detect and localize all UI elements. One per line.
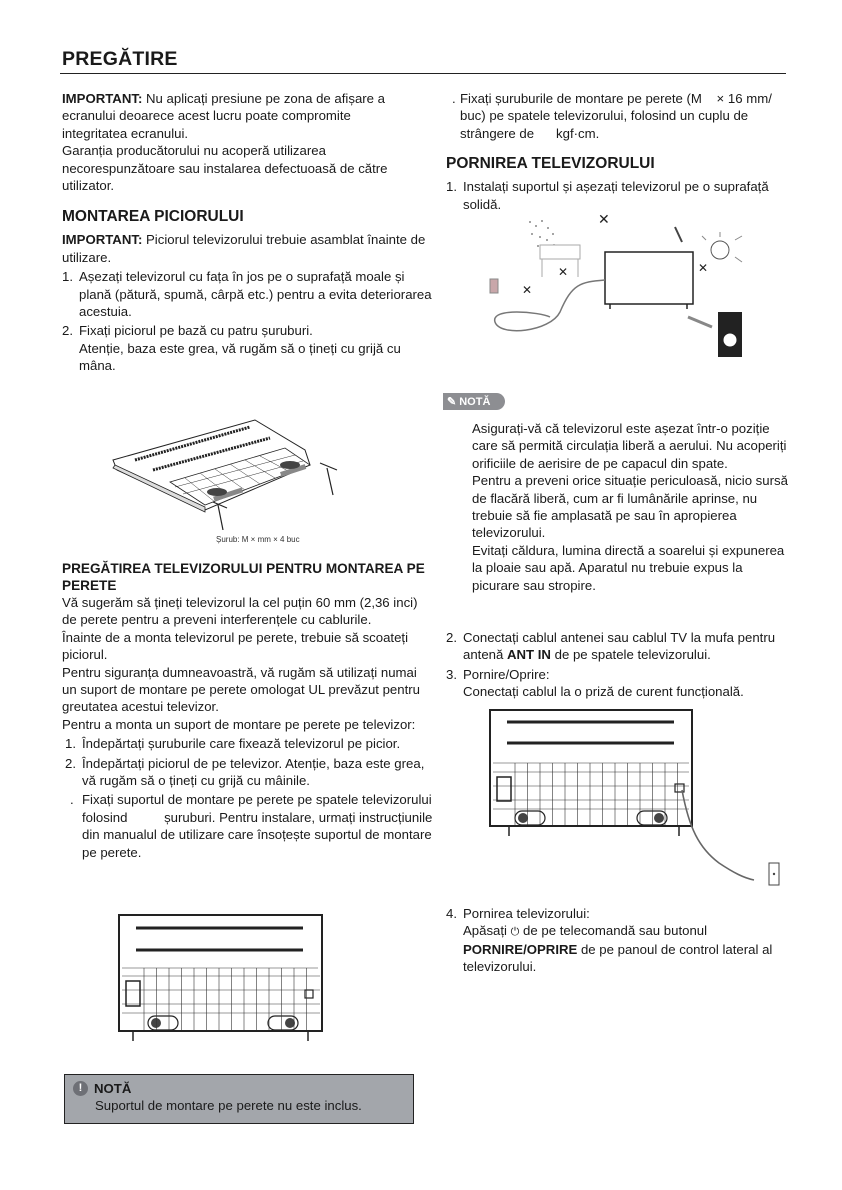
power-steps-2-3 xyxy=(446,627,791,701)
wall-step-continued xyxy=(452,88,792,142)
step-number: 2. xyxy=(65,755,76,771)
tv-back-wall-mount-illustration xyxy=(118,913,328,1043)
step-title: Pornirea televizorului: xyxy=(463,906,590,921)
step-number: . xyxy=(70,792,74,808)
paperclip-icon: ✎ xyxy=(447,396,457,408)
tv-placement-warnings-illustration xyxy=(480,212,760,362)
important-text: Piciorul televizorului trebuie asamblat înainte de utilizare. xyxy=(62,232,426,265)
wall-paragraph: Pentru a monta un suport de montare pe perete pe televizor: xyxy=(62,716,416,732)
note-label xyxy=(443,393,505,410)
power-notes xyxy=(472,420,792,594)
stand-step xyxy=(62,268,434,320)
step-number: 1. xyxy=(62,269,73,285)
note-paragraph: Evitați căldura, lumina directă a soarelui și expunerea la ploaie sau apă. Aparatul nu trebuie expus la picurare sau stropire. xyxy=(472,542,785,593)
step-number: 1. xyxy=(446,179,457,195)
step-text xyxy=(463,666,791,701)
wall-note-box xyxy=(64,1074,414,1124)
step-text: Instalați suportul și așezați televizorul pe o suprafață solidă. xyxy=(463,179,769,212)
power-button-label: PORNIRE/OPRIRE xyxy=(463,941,578,957)
step-text: Fixați șuruburile de montare pe perete (M × 16 mm/ buc) pe spatele televizorului, folosind un cuplu de strângere de kgf·cm. xyxy=(460,91,787,141)
x-mark-icon: ✕ xyxy=(558,265,569,279)
step-text-post: de pe spatele televizorului. xyxy=(550,647,711,663)
stand-important xyxy=(62,231,434,266)
power-step xyxy=(446,666,791,701)
wall-mount-section xyxy=(62,560,437,861)
step-number: 4. xyxy=(446,906,457,921)
wall-paragraph: Înainte de a monta televizorul pe perete, trebuie să scoateți piciorul. xyxy=(62,629,409,663)
power-step xyxy=(446,905,791,976)
wall-step xyxy=(62,791,437,861)
step-text: Îndepărtați șuruburile care fixează televizorul pe picior. xyxy=(82,736,401,752)
power-heading: PORNIREA TELEVIZORULUI xyxy=(446,155,655,172)
power-step xyxy=(446,629,791,664)
wall-paragraph: Vă sugerăm să țineți televizorul la cel puțin 60 mm (2,36 inci) de perete pentru a preveni interferențele cu cablurile. xyxy=(62,595,418,628)
wall-step xyxy=(452,90,792,142)
important-text: Nu aplicați presiune pe zona de afișare a ecranului deoarece acest lucru poate compromite integritatea ecranului. xyxy=(62,91,385,141)
stand-heading: MONTAREA PICIORULUI xyxy=(62,208,244,225)
step-text-post: de pe panoul de control lateral al televizorului. xyxy=(463,941,773,975)
x-mark-icon: ✕ xyxy=(598,212,610,228)
step-text xyxy=(79,322,434,374)
step-number: 2. xyxy=(446,630,457,645)
stand-section xyxy=(62,208,434,375)
note-text: Suportul de montare pe perete nu este inclus. xyxy=(95,1098,362,1113)
step-number: 3. xyxy=(446,666,457,682)
step-text-mid: de pe telecomandă sau butonul xyxy=(519,923,708,939)
power-section xyxy=(446,155,791,213)
step-text: Așezați televizorul cu fața în jos pe o suprafață moale și plană (pătură, spumă, cârpă etc.) pentru a evita deteriorarea acestuia. xyxy=(79,269,432,320)
wall-step xyxy=(62,755,434,790)
page-title: PREGĂTIRE xyxy=(62,48,178,70)
intro-section xyxy=(62,90,407,194)
x-mark-icon: ✕ xyxy=(522,283,533,297)
x-mark-icon: ✕ xyxy=(698,261,709,275)
power-icon: ⏻ xyxy=(510,925,520,939)
important-label: IMPORTANT: xyxy=(62,232,143,248)
wall-step xyxy=(62,735,434,752)
wall-heading: PREGĂTIREA TELEVIZORULUI PENTRU MONTAREA PE PERETE xyxy=(62,561,425,593)
intro-important xyxy=(62,90,407,142)
note-paragraph: Pentru a preveni orice situație periculoasă, nicio sursă de flacără liberă, cum ar fi lumânările aprinse, nu trebuie să fie amplasată pe sau în apropierea televizorului. xyxy=(472,473,788,541)
step-number: 1. xyxy=(65,736,76,752)
power-step xyxy=(446,178,791,213)
ant-in-label: ANT IN xyxy=(507,647,551,663)
note-title: NOTĂ xyxy=(94,1081,132,1096)
note-paragraph: Asigurați-vă că televizorul este așezat într-o poziție care să permită circulația liberă a aerului. Nu acoperiți orificiile de aerisire de pe capacul din spate. xyxy=(472,421,787,471)
step-text-pre: Apăsați xyxy=(463,923,511,939)
tv-power-connection-illustration xyxy=(489,708,789,890)
step-number: . xyxy=(452,91,456,106)
wall-paragraph: Pentru siguranța dumneavoastră, vă rugăm să utilizați numai un suport de montare pe perete omologat UL prevăzut pentru greutatea acestui televizor. xyxy=(62,664,420,715)
step-title: Pornire/Oprire: xyxy=(463,666,550,682)
step-text-main: Fixați piciorul pe bază cu patru șuruburi. xyxy=(79,323,313,339)
stand-assembly-illustration xyxy=(105,410,355,530)
step-text-extra: Atenție, baza este grea, vă rugăm să o țineți cu grijă cu mâna. xyxy=(79,340,401,374)
step-text: Îndepărtați piciorul de pe televizor. Atenție, baza este grea, vă rugăm să o țineți cu grijă cu mâinile. xyxy=(82,755,425,789)
step-body: Conectați cablul la o priză de curent funcțională. xyxy=(463,684,744,700)
exclamation-icon: ! xyxy=(73,1081,88,1096)
step-text-pre: Conectați cablul antenei sau cablul TV la mufa pentru antenă xyxy=(463,630,776,663)
step-text xyxy=(463,629,791,664)
warranty-text: Garanția producătorului nu acoperă utilizarea necorespunzătoare sau instalarea defectuoasă de către utilizator. xyxy=(62,143,388,194)
title-divider xyxy=(60,73,786,74)
screw-spec-caption: Șurub: M × mm × 4 buc xyxy=(216,535,300,544)
note-title-row xyxy=(73,1080,405,1097)
stand-step xyxy=(62,322,434,374)
step-text: Fixați suportul de montare pe perete pe spatele televizorului folosind șuruburi. Pentru instalare, urmați instrucțiunile din manualul de utilizare care însoțește suportul de montare pe perete. xyxy=(82,792,437,860)
important-label: IMPORTANT: xyxy=(62,91,143,106)
step-text xyxy=(463,905,791,976)
note-label-text: NOTĂ xyxy=(459,395,491,408)
step-number: 2. xyxy=(62,323,73,339)
power-step-4 xyxy=(446,903,791,976)
